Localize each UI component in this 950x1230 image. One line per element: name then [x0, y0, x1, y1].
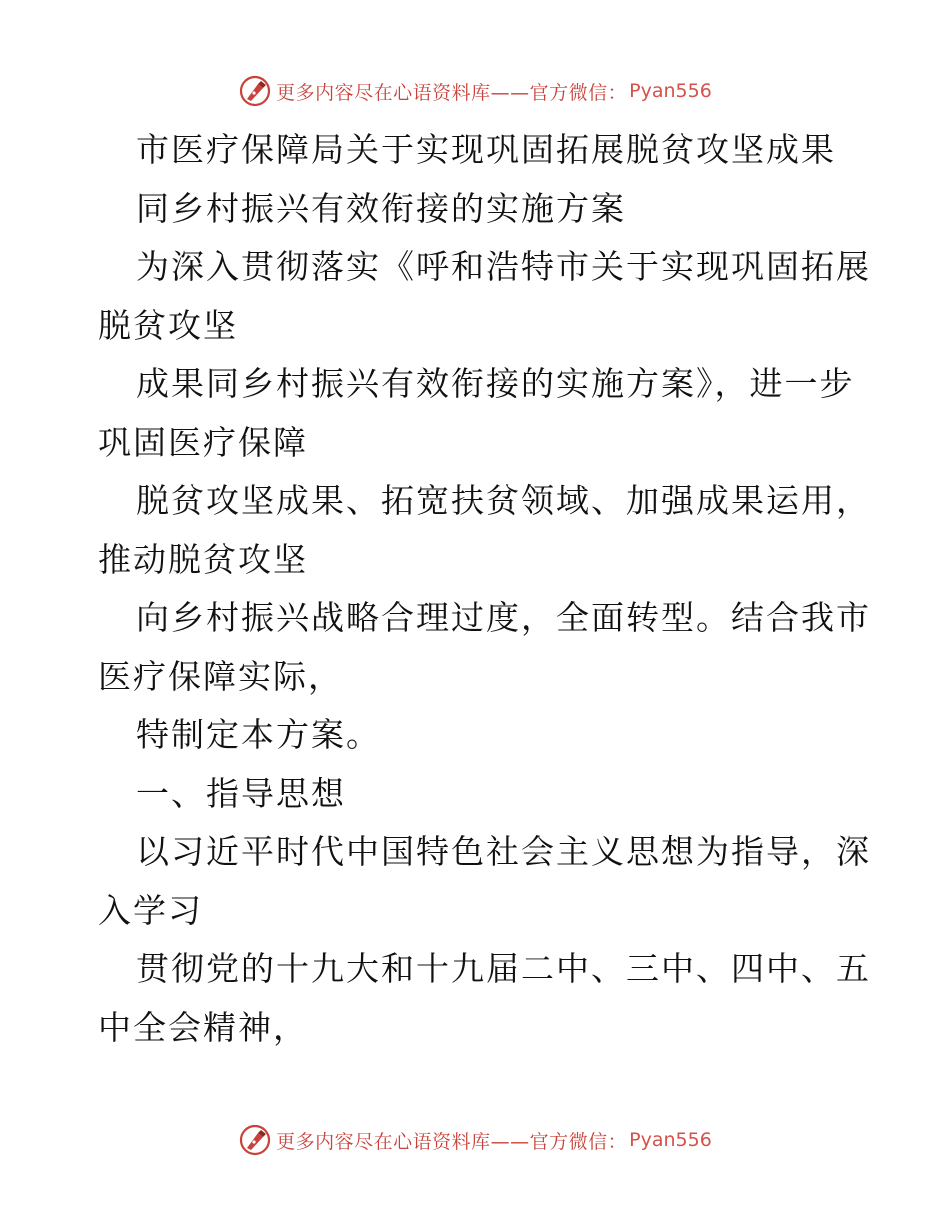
pen-nib-circle-icon [238, 74, 272, 108]
watermark-contact: Pyan556 [629, 80, 712, 102]
paragraph-line: 以习近平时代中国特色社会主义思想为指导，深 [136, 832, 871, 871]
paragraph-line: 巩固医疗保障 [98, 422, 308, 462]
header-watermark [0, 71, 950, 111]
watermark-text: 更多内容尽在心语资料库——官方微信： [276, 1130, 628, 1153]
watermark-text: 更多内容尽在心语资料库——官方微信： [276, 81, 628, 104]
pen-nib-circle-icon [238, 1123, 272, 1157]
paragraph-line: 同乡村振兴有效衔接的实施方案 [136, 188, 626, 228]
paragraph-line: 成果同乡村振兴有效衔接的实施方案》，进一步 [136, 364, 855, 403]
paragraph-line: 一、指导思想 [136, 773, 346, 813]
paragraph-line: 医疗保障实际， [98, 656, 343, 696]
paragraph-line: 入学习 [98, 890, 203, 930]
footer-watermark [0, 1120, 950, 1160]
paragraph-line: 脱贫攻坚成果、拓宽扶贫领域、加强成果运用， [136, 481, 871, 520]
paragraph-line: 推动脱贫攻坚 [98, 539, 308, 579]
paragraph-line: 为深入贯彻落实《呼和浩特市关于实现巩固拓展 [136, 247, 871, 286]
watermark-contact: Pyan556 [629, 1129, 712, 1151]
paragraph-line: 脱贫攻坚 [98, 305, 238, 345]
paragraph-line: 特制定本方案。 [136, 715, 381, 754]
paragraph-line: 向乡村振兴战略合理过度，全面转型。结合我市 [136, 598, 871, 637]
document-body [98, 121, 871, 1057]
paragraph-line: 市医疗保障局关于实现巩固拓展脱贫攻坚成果 [136, 130, 836, 169]
paragraph-line: 贯彻党的十九大和十九届二中、三中、四中、五 [136, 949, 871, 988]
paragraph-line: 中全会精神， [98, 1007, 308, 1047]
